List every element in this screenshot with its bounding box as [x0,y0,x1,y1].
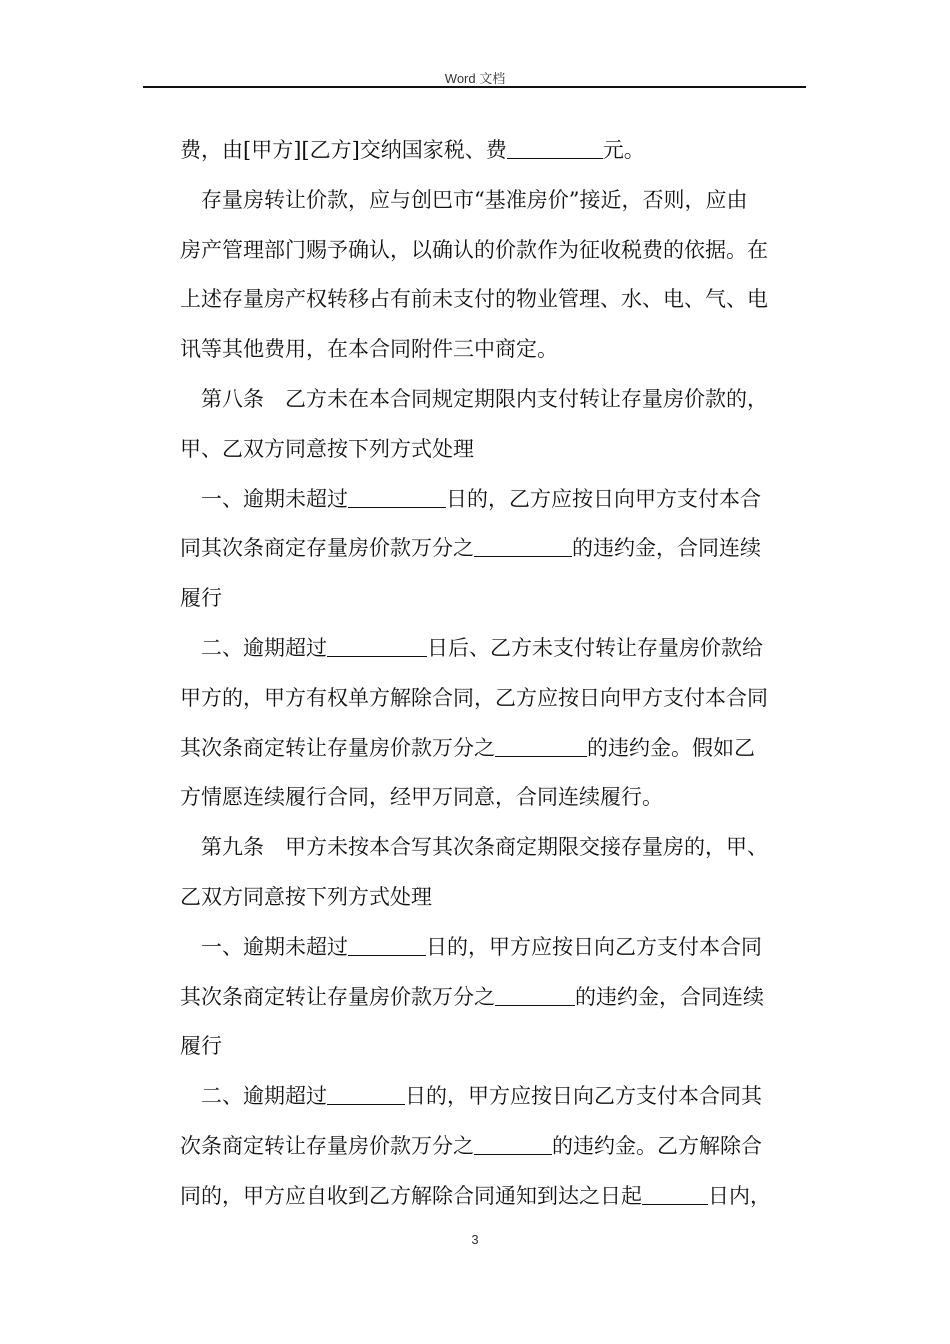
page-header: Word 文档 [444,71,506,86]
text-line: 第八条 乙方未在本合同规定期限内支付转让存量房价款的， [201,386,768,411]
fill-blank[interactable] [327,634,427,657]
text-line: 次条商定转让存量房价款万分之 的违约金。乙方解除合 [180,1133,762,1158]
page-number: 3 [471,1232,479,1247]
fill-blank[interactable] [474,1132,552,1155]
document-body [180,126,810,1222]
text-line: 方情愿连续履行合同，经甲万同意，合同连续履行。 [180,785,663,810]
text-line: 履行 [180,586,222,611]
text-line: 一、逾期未超过 日的，乙方应按日向甲方支付本合 [201,486,761,511]
fill-blank[interactable] [327,1082,405,1105]
text-line: 费，由[甲方][乙方]交纳国家税、费 元。 [180,138,645,162]
fill-blank[interactable] [348,485,446,508]
text-line: 同其次条商定存量房价款万分之 的违约金，合同连续 [180,536,761,561]
text-line: 甲方的，甲方有权单方解除合同，乙方应按日向甲方支付本合同 [180,685,768,710]
text-line: 第九条 甲方未按本合写其次条商定期限交接存量房的，甲、 [201,835,768,860]
text-line: 讯等其他费用，在本合同附件三中商定。 [180,337,558,362]
fill-blank[interactable] [474,534,572,557]
text-line: 存量房转让价款，应与创巴市“基准房价”接近，否则，应由 [201,187,748,212]
text-line: 其次条商定转让存量房价款万分之 的违约金，合同连续 [180,984,764,1009]
header-rule [143,86,806,88]
text-line: 上述存量房产权转移占有前未支付的物业管理、水、电、气、电 [180,287,768,312]
fill-blank[interactable] [495,983,575,1006]
text-line: 同的，甲方应自收到乙方解除合同通知到达之日起 日内， [180,1183,771,1208]
text-line: 二、逾期超过 日后、乙方未支付转让存量房价款给 [201,635,763,660]
fill-blank[interactable] [642,1182,708,1205]
text-line: 二、逾期超过 日的，甲方应按日向乙方支付本合同其 [201,1084,762,1109]
text-line: 甲、乙双方同意按下列方式处理 [180,436,474,461]
fill-blank[interactable] [348,933,426,956]
text-line: 其次条商定转让存量房价款万分之 的违约金。假如乙 [180,735,755,760]
text-line: 房产管理部门赐予确认，以确认的价款作为征收税费的依据。在 [180,237,768,262]
fill-blank[interactable] [507,136,603,159]
text-line: 履行 [180,1034,222,1059]
fill-blank[interactable] [495,734,587,757]
text-line: 乙双方同意按下列方式处理 [180,884,432,909]
text-line: 一、逾期未超过 日的，甲方应按日向乙方支付本合同 [201,934,762,959]
